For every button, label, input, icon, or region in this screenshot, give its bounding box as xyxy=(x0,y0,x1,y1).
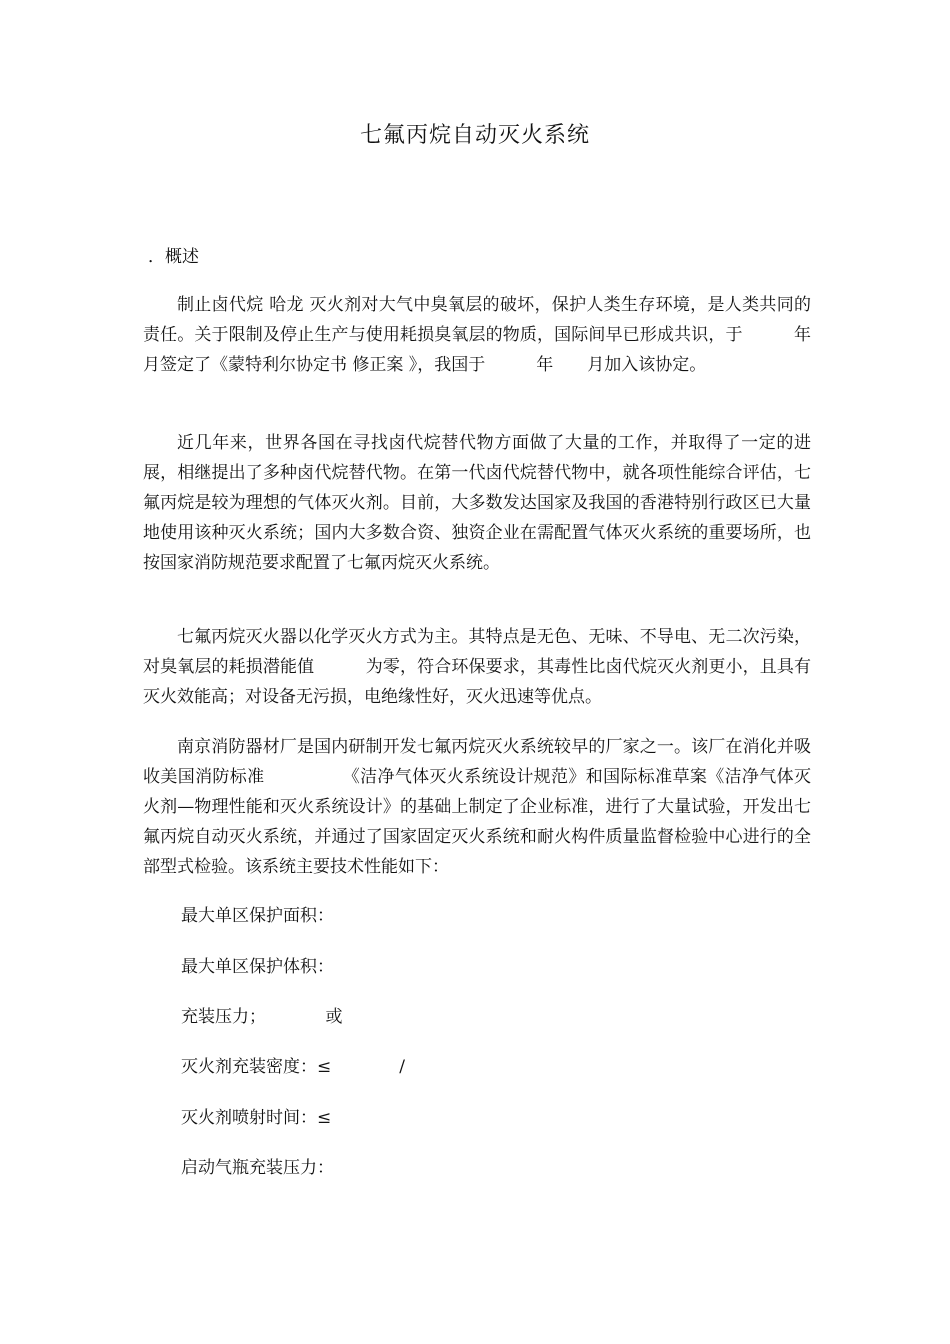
paragraph: 近几年来，世界各国在寻找卤代烷替代物方面做了大量的工作，并取得了一定的进展，相继提出了多种卤代烷替代物。在第一代卤代烷替代物中，就各项性能综合评估，七氟丙烷是较为理想的气体灭火剂。目前，大多数发达国家及我国的香港特别行政区已大量地使用该种灭火系统；国内大多数合资、独资企业在需配置气体灭火系统的重要场所，也按国家消防规范要求配置了七氟丙烷灭火系统。 xyxy=(143,433,811,573)
spec-fill-density: 灭火剂充装密度：≤ / xyxy=(181,1057,405,1077)
paragraph: 七氟丙烷灭火器以化学灭火方式为主。其特点是无色、无味、不导电、无二次污染，对臭氧层的耗损潜能值 为零，符合环保要求，其毒性比卤代烷灭火剂更小，且具有灭火效能高；对设备无污损，电绝缘性好，灭火迅速等优点。 xyxy=(143,627,811,707)
document-title: 七氟丙烷自动灭火系统 xyxy=(359,123,590,148)
paragraph: 南京消防器材厂是国内研制开发七氟丙烷灭火系统较早的厂家之一。该厂在消化并吸收美国消防标准 《洁净气体灭火系统设计规范》和国际标准草案《洁净气体灭火剂—物理性能和灭火系统设计》的基础上制定了企业标准，进行了大量试验，开发出七氟丙烷自动灭火系统，并通过了国家固定灭火系统和耐火构件质量监督检验中心进行的全部型式检验。该系统主要技术性能如下： xyxy=(143,737,811,877)
section-heading: ．概述 xyxy=(148,247,199,267)
spec-discharge-time: 灭火剂喷射时间：≤ xyxy=(181,1108,332,1128)
spec-starter-pressure: 启动气瓶充装压力： xyxy=(181,1158,334,1178)
spec-max-area: 最大单区保护面积： xyxy=(181,906,334,926)
spec-max-volume: 最大单区保护体积： xyxy=(181,957,334,977)
paragraph: 制止卤代烷 哈龙 灭火剂对大气中臭氧层的破坏，保护人类生存环境，是人类共同的责任。关于限制及停止生产与使用耗损臭氧层的物质，国际间早已形成共识，于 年 月签定了《蒙特利尔协定书 修正案 》，我国于 年 月加入该协定。 xyxy=(143,295,828,375)
spec-fill-pressure: 充装压力； 或 xyxy=(181,1007,343,1027)
